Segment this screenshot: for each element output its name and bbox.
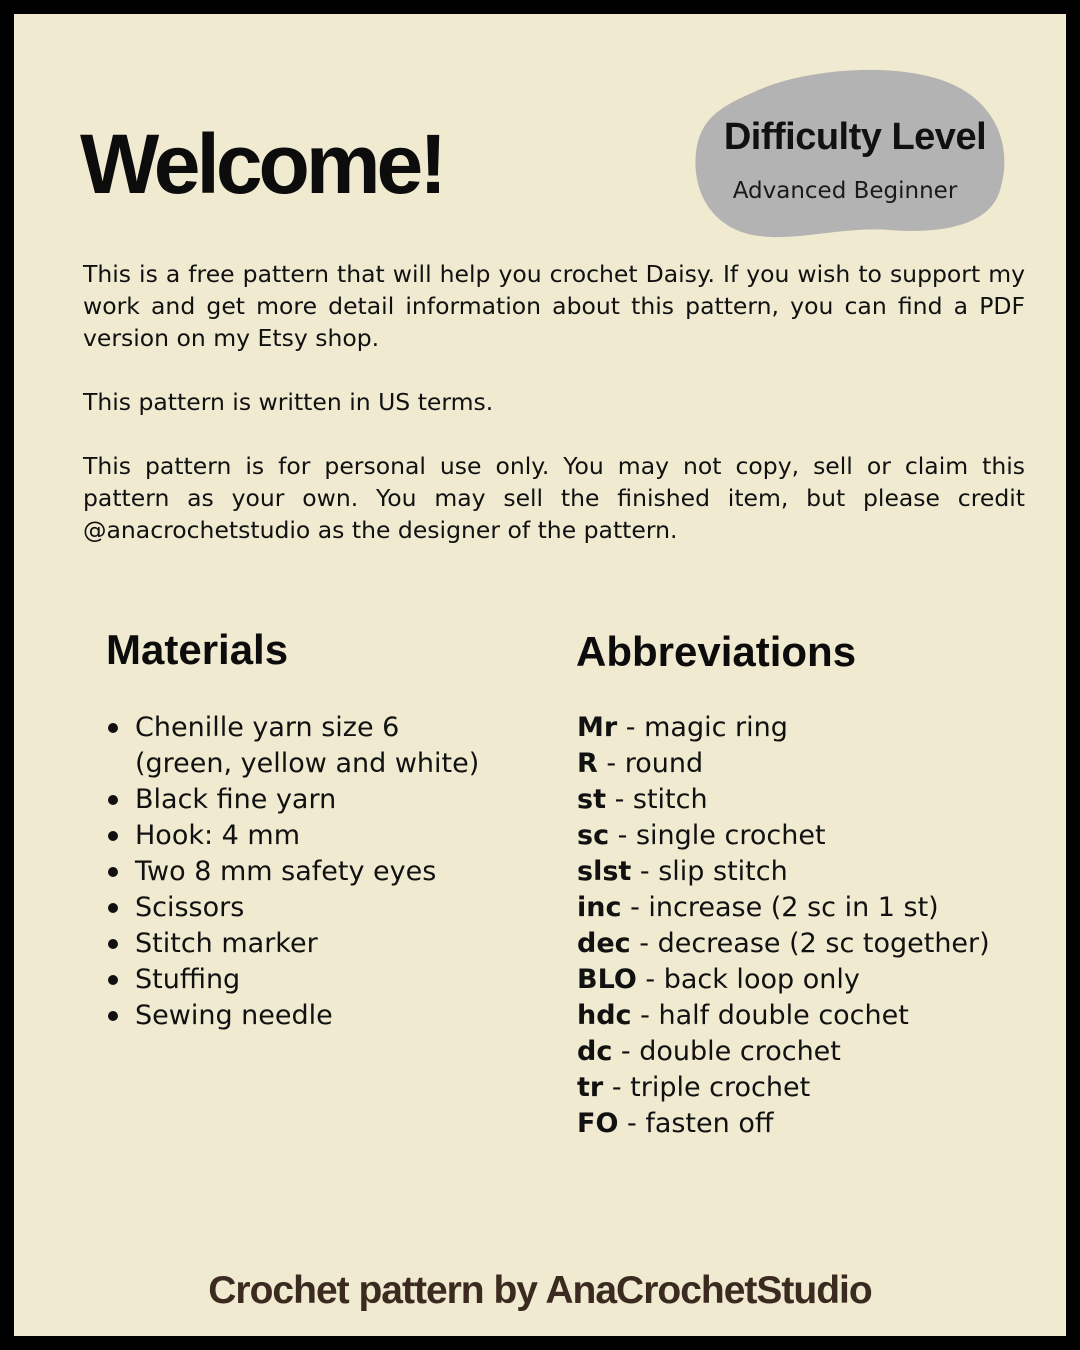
abbreviation-term: R bbox=[577, 748, 598, 779]
list-item: Two 8 mm safety eyes bbox=[106, 854, 479, 890]
abbreviation-desc: - magic ring bbox=[617, 712, 788, 743]
abbreviation-item bbox=[577, 998, 990, 1034]
abbreviation-desc: - back loop only bbox=[636, 964, 860, 995]
abbreviation-item bbox=[577, 1106, 990, 1142]
abbreviation-desc: - slip stitch bbox=[631, 856, 788, 887]
list-item: Chenille yarn size 6 (green, yellow and white) bbox=[106, 710, 479, 782]
abbreviations-list bbox=[577, 710, 990, 1142]
abbreviation-term: slst bbox=[577, 856, 632, 887]
abbreviation-term: dec bbox=[577, 928, 631, 959]
abbreviation-desc: - increase (2 sc in 1 st) bbox=[621, 892, 939, 923]
materials-heading: Materials bbox=[106, 626, 289, 673]
footer-credit: Crochet pattern by AnaCrochetStudio bbox=[208, 1269, 872, 1312]
intro-paragraph-us-terms: This pattern is written in US terms. bbox=[83, 388, 494, 416]
list-item: Stitch marker bbox=[106, 926, 479, 962]
abbreviation-item bbox=[577, 854, 990, 890]
abbreviation-item bbox=[577, 962, 990, 998]
abbreviation-desc: - round bbox=[597, 748, 704, 779]
abbreviation-desc: - half double cochet bbox=[631, 1000, 909, 1031]
abbreviation-term: tr bbox=[577, 1072, 604, 1103]
abbreviation-item bbox=[577, 926, 990, 962]
abbreviations-heading: Abbreviations bbox=[576, 628, 857, 675]
intro-paragraph-free-pattern: This is a free pattern that will help you crochet Daisy. If you wish to support my work and get more detail information about this pattern, you can find a PDF version on my Etsy shop. bbox=[83, 260, 1025, 352]
abbreviation-term: st bbox=[577, 784, 606, 815]
abbreviation-desc: - double crochet bbox=[612, 1036, 841, 1067]
intro-text bbox=[83, 258, 1025, 546]
abbreviation-term: sc bbox=[577, 820, 610, 851]
abbreviation-item bbox=[577, 782, 990, 818]
list-item: Hook: 4 mm bbox=[106, 818, 479, 854]
list-item: Sewing needle bbox=[106, 998, 479, 1034]
abbreviation-term: hdc bbox=[577, 1000, 632, 1031]
abbreviation-term: inc bbox=[577, 892, 622, 923]
abbreviation-item bbox=[577, 746, 990, 782]
abbreviation-item bbox=[577, 1070, 990, 1106]
pattern-page bbox=[14, 14, 1066, 1336]
page-title: Welcome! bbox=[80, 117, 444, 211]
difficulty-heading: Difficulty Level bbox=[723, 116, 987, 158]
abbreviation-term: Mr bbox=[577, 712, 618, 743]
abbreviation-item bbox=[577, 1034, 990, 1070]
intro-paragraph-personal-use: This pattern is for personal use only. You may not copy, sell or claim this pattern as your own. You may sell the finished item, but please credit @anacrochetstudio as the designer of the pattern. bbox=[83, 452, 1025, 544]
abbreviation-desc: - fasten off bbox=[618, 1108, 774, 1139]
abbreviation-item bbox=[577, 818, 990, 854]
abbreviation-term: dc bbox=[577, 1036, 613, 1067]
list-item: Scissors bbox=[106, 890, 479, 926]
abbreviation-desc: - stitch bbox=[605, 784, 708, 815]
list-item: Black fine yarn bbox=[106, 782, 479, 818]
abbreviation-term: BLO bbox=[577, 964, 637, 995]
abbreviation-desc: - triple crochet bbox=[603, 1072, 811, 1103]
materials-list bbox=[106, 710, 479, 1034]
difficulty-badge bbox=[694, 66, 1006, 242]
difficulty-value: Advanced Beginner bbox=[732, 178, 958, 204]
abbreviation-desc: - decrease (2 sc together) bbox=[630, 928, 990, 959]
abbreviation-item bbox=[577, 710, 990, 746]
abbreviation-item bbox=[577, 890, 990, 926]
list-item: Stuffing bbox=[106, 962, 479, 998]
abbreviation-desc: - single crochet bbox=[609, 820, 826, 851]
abbreviation-term: FO bbox=[577, 1108, 619, 1139]
